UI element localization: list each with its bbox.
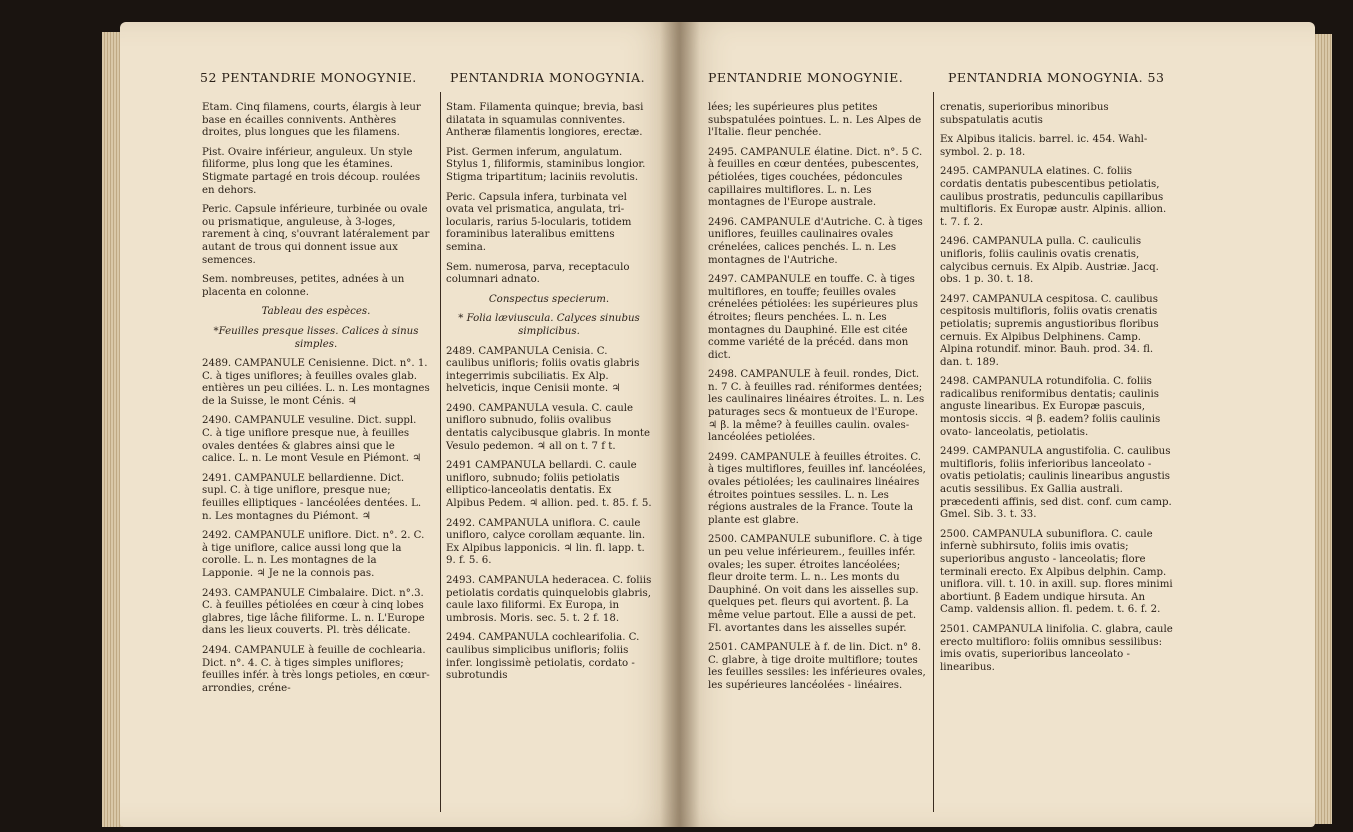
text-paragraph: Sem. numerosa, parva, receptaculo columnari adnato. bbox=[446, 261, 630, 286]
left-page-header-la: PENTANDRIA MONOGYNIA. bbox=[450, 70, 646, 85]
text-paragraph: 2493. CAMPANULA hederacea. C. foliis petiolatis cordatis quinquelobis glabris, caule laxo filiformi. Ex Europa, in umbrosis. Moris. sec. 5. t. 2 f. 18. bbox=[446, 575, 652, 624]
text-paragraph: *Feuilles presque lisses. Calices à sinus simples. bbox=[213, 325, 419, 350]
text-paragraph: Etam. Cinq filamens, courts, élargis à leur base en écailles connivents. Anthères droites, plus longues que les filamens. bbox=[202, 102, 421, 139]
text-paragraph: Ex Alpibus italicis. barrel. ic. 454. Wahl-symbol. 2. p. 18. bbox=[940, 134, 1148, 158]
book-gutter bbox=[660, 22, 700, 827]
text-paragraph: 2494. CAMPANULE à feuille de cochlearia. Dict. n°. 4. C. à tiges simples uniflores; feuilles infér. à très longs petioles, en cœur-arrondies, créne- bbox=[202, 644, 430, 694]
text-paragraph: Stam. Filamenta quinque; brevia, basi dilatata in squamulas conniventes. Antheræ filamentis longiores, erectæ. bbox=[446, 102, 644, 139]
text-paragraph: 2491. CAMPANULE bellardienne. Dict. supl. C. à tige uniflore, presque nue; feuilles elliptiques - lancéolées dentées. L. n. Les montagnes du Piémont. ♃ bbox=[202, 472, 422, 522]
text-paragraph: * Folia læviuscula. Calyces sinubus simplicibus. bbox=[458, 313, 640, 337]
text-paragraph: 2501. CAMPANULA linifolia. C. glabra, caule erecto multifloro: foliis omnibus sessilibus: imis ovatis, superioribus lanceolato - linearibus. bbox=[940, 623, 1173, 673]
text-paragraph: 2496. CAMPANULA pulla. C. cauliculis unifloris, foliis caulinis ovatis crenatis, calycibus cernuis. Ex Alpib. Austriæ. Jacq. obs. 1 p. 30. t. 18. bbox=[940, 236, 1159, 286]
left-page-french-column bbox=[202, 102, 430, 702]
text-paragraph: 2497. CAMPANULE en touffe. C. à tiges multiflores, en touffe; feuilles ovales crénelées pétiolées: les supérieures plus étroites; fleurs penchées. L. n. Les montagnes du Dauphiné. Elle est citée comme variété de la précéd. dans mon dict. bbox=[708, 274, 918, 361]
text-paragraph: 2498. CAMPANULE à feuil. rondes, Dict. n. 7 C. à feuilles rad. réniformes dentées; les caulinaires linéaires étroites. L. n. Les paturages secs & montueux de l'Europe. ♃ β. la même? à feuilles caulin. ovaleslancéolées petiolées. bbox=[708, 369, 925, 444]
text-paragraph: 2499. CAMPANULE à feuilles étroites. C. à tiges multiflores, feuilles inf. lancéolées, ovales pétiolées; les caulinaires linéaires étroites pointues sessiles. L. n. Les régions australes de la France. Toute la plante est glabre. bbox=[708, 451, 926, 526]
left-page-header-fr: 52 PENTANDRIE MONOGYNIE. bbox=[200, 70, 417, 85]
text-paragraph: 2489. CAMPANULA Cenisia. C. caulibus unifloris; foliis ovatis glabris integerrimis subciliatis. Ex Alp. helveticis, inque Cenisii monte. ♃ bbox=[446, 345, 640, 395]
text-paragraph: 2498. CAMPANULA rotundifolia. C. foliis radicalibus reniformibus dentatis; caulinis anguste linearibus. Ex Europæ pascuis, montosis siccis. ♃ β. eadem? foliis caulinis ovato- lanceolatis, petiolatis. bbox=[940, 376, 1161, 438]
text-paragraph: 2490. CAMPANULA vesula. C. caule unifloro subnudo, foliis ovalibus dentatis calycibusque glabris. In monte Vesulo pedemon. ♃ all on t. 7 f t. bbox=[446, 402, 651, 452]
text-paragraph: 2494. CAMPANULA cochlearifolia. C. caulibus simplicibus unifloris; foliis infer. longissimè petiolatis, cordato - subrotundis bbox=[446, 632, 640, 682]
text-paragraph: 2492. CAMPANULA uniflora. C. caule unifloro, calyce corollam æquante. lin. Ex Alpibus lapponicis. ♃ lin. fl. lapp. t. 9. f. 5. 6. bbox=[446, 517, 646, 567]
left-page bbox=[120, 22, 678, 827]
column-divider bbox=[933, 92, 934, 812]
text-paragraph: Sem. nombreuses, petites, adnées à un placenta en colonne. bbox=[202, 274, 405, 298]
text-paragraph: 2501. CAMPANULE à f. de lin. Dict. n° 8. C. glabre, à tige droite multiflore; toutes les feuilles sessiles: les inférieures ovales, les supérieures lancéolées - linéaires. bbox=[708, 642, 926, 691]
right-page-latin-column bbox=[940, 102, 1176, 681]
text-paragraph: Peric. Capsula infera, turbinata vel ovata vel prismatica, angulata, tri-locularis, rarius 5-locularis, totidem foraminibus lateralibus emittens semina. bbox=[446, 191, 632, 253]
text-paragraph: Conspectus specierum. bbox=[488, 293, 610, 305]
text-paragraph: Pist. Germen inferum, angulatum. Stylus 1, filiformis, staminibus longior. Stigma tripartitum; laciniis revolutis. bbox=[446, 146, 646, 183]
text-paragraph: 2489. CAMPANULE Cenisienne. Dict. n°. 1. C. à tiges uniflores; à feuilles ovales glab. entières un peu ciliées. L. n. Les montagnes de la Suisse, le mont Cénis. ♃ bbox=[202, 358, 430, 407]
text-paragraph: Tableau des espèces. bbox=[261, 306, 371, 318]
right-page-french-column bbox=[708, 102, 926, 700]
text-paragraph: 2500. CAMPANULA subuniflora. C. caule infernè subhirsuto, foliis imis ovatis; superioribus angusto - lanceolatis; flore terminali erecto. Ex Alpibus delphin. Camp. uniflora. vill. t. 10. in axill. sup. flores minimi abortiunt. β Eadem undique hirsuta. An Camp. valdensis allion. fl. pedem. t. 6. f. 2. bbox=[940, 528, 1173, 616]
column-divider bbox=[440, 92, 441, 812]
text-paragraph: 2500. CAMPANULE subuniflore. C. à tige un peu velue inférieurem., feuilles infér. ovales; les super. étroites lancéolées; fleur droite term. L. n.. Les monts du Dauphiné. On voit dans les aisselles sup. quelques pet. fleurs qui avortent. β. La même velue partout. Elle a aussi de pet. Fl. avortantes dans les aisselles supér. bbox=[708, 534, 923, 634]
text-paragraph: 2499. CAMPANULA angustifolia. C. caulibus multifloris, foliis inferioribus lanceolato - ovatis petiolatis; caulinis linearibus angustis acutis sessilibus. Ex Gallia australi. præcedenti affinis, sed dist. conf. cum camp. Gmel. Sib. 3. t. 33. bbox=[940, 446, 1172, 521]
text-paragraph: 2495. CAMPANULA elatines. C. foliis cordatis dentatis pubescentibus petiolatis, caulibus prostratis, pedunculis capillaribus multifloris. Ex Europæ austr. Alpinis. allion. t. 7. f. 2. bbox=[940, 166, 1167, 228]
right-page bbox=[678, 22, 1315, 827]
text-paragraph: 2496. CAMPANULE d'Autriche. C. à tiges uniflores, feuilles caulinaires ovales crénelées, calices penchés. L. n. Les montagnes de l'Autriche. bbox=[708, 216, 923, 266]
book-spread bbox=[120, 22, 1315, 827]
text-paragraph: 2490. CAMPANULE vesuline. Dict. suppl. C. à tige uniflore presque nue, à feuilles ovales dentées & glabres ainsi que le calice. L. n. Le mont Vesule en Piémont. ♃ bbox=[202, 415, 422, 465]
right-page-header-la: PENTANDRIA MONOGYNIA. 53 bbox=[948, 70, 1165, 85]
text-paragraph: Peric. Capsule inférieure, turbinée ou ovale ou prismatique, anguleuse, à 3-loges, rarement à cinq, s'ouvrant latéralement par autant de trous qui donnent issue aux semences. bbox=[202, 204, 430, 266]
text-paragraph: 2493. CAMPANULE Cimbalaire. Dict. n°.3. C. à feuilles pétiolées en cœur à cinq lobes glabres, tige lâche filiforme. L. n. L'Europe dans les lieux couverts. Pl. très délicate. bbox=[202, 587, 425, 637]
text-paragraph: crenatis, superioribus minoribus subspatulatis acutis bbox=[940, 102, 1109, 126]
text-paragraph: 2497. CAMPANULA cespitosa. C. caulibus cespitosis multifloris, foliis ovatis crenatis petiolatis; supremis angustioribus floribus cernuis. Ex Alpibus Delphinens. Camp. Alpina rotundif. minor. Bauh. prod. 34. fl. dan. t. 189. bbox=[940, 293, 1159, 368]
text-paragraph: 2495. CAMPANULE élatine. Dict. n°. 5 C. à feuilles en cœur dentées, pubescentes, pétiolées, tiges couchées, pédoncules capillaires multiflores. L. n. Les montagnes de l'Europe australe. bbox=[708, 146, 923, 209]
left-page-latin-column bbox=[446, 102, 652, 690]
right-page-header-fr: PENTANDRIE MONOGYNIE. bbox=[708, 70, 904, 85]
text-paragraph: 2491 CAMPANULA bellardi. C. caule unifloro, subnudo; foliis petiolatis elliptico-lanceolatis dentatis. Ex Alpibus Pedem. ♃ allion. ped. t. 85. f. 5. bbox=[446, 460, 652, 510]
text-paragraph: 2492. CAMPANULE uniflore. Dict. n°. 2. C. à tige uniflore, calice aussi long que la corolle. L. n. Les montagnes de la Lapponie. ♃ Je ne la connois pas. bbox=[202, 530, 425, 579]
text-paragraph: Pist. Ovaire inférieur, anguleux. Un style filiforme, plus long que les étamines. Stigmate partagé en trois découp. roulées en dehors. bbox=[202, 146, 421, 196]
text-paragraph: lées; les supérieures plus petites subspatulées pointues. L. n. Les Alpes de l'Italie. fleur penchée. bbox=[708, 102, 922, 139]
